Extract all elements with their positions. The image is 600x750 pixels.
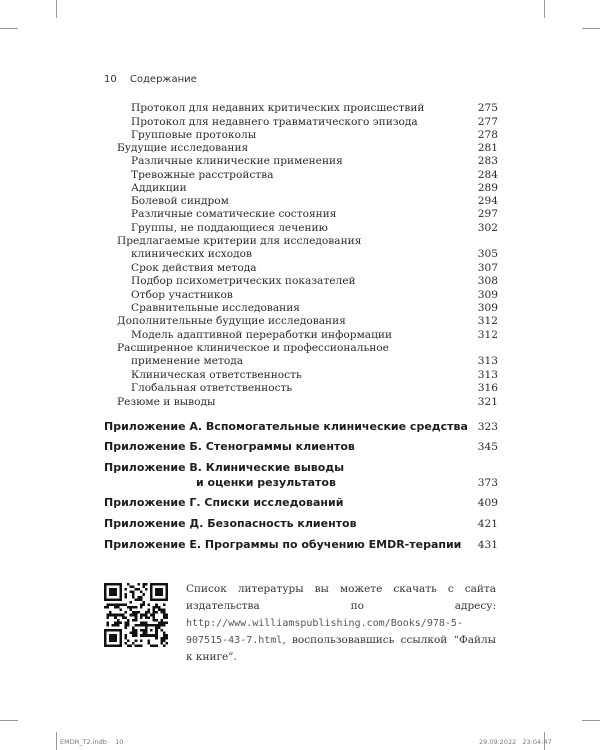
toc-page-number: 281	[477, 142, 498, 154]
appendix-title: Приложение Д. Безопасность клиентов	[104, 517, 357, 530]
header-page-number: 10	[104, 74, 117, 85]
appendix-page-number: 323	[477, 421, 498, 433]
toc-entry: Сравнительные исследования	[131, 302, 300, 314]
footer-timestamp: 29.09.2022 23:04:47	[479, 738, 552, 746]
toc-entry: Модель адаптивной переработки информации	[131, 329, 393, 341]
toc-entry: клинических исходов	[131, 248, 252, 260]
toc-page-number: 294	[477, 195, 498, 207]
appendix-title: Приложение Г. Списки исследований	[104, 496, 344, 509]
toc-page-number: 321	[477, 396, 498, 408]
toc-entry: Различные соматические состояния	[131, 208, 337, 220]
appendix-page-number: 373	[477, 477, 498, 489]
appendix-title: Приложение В. Клинические выводы	[104, 461, 345, 474]
toc-entry: Предлагаемые критерии для исследования	[117, 235, 362, 247]
toc-page-number: 284	[477, 169, 498, 181]
toc-page-number: 309	[477, 302, 498, 314]
note-text-1: Список литературы вы можете скачать с сайта издательства по адресу:	[186, 583, 496, 612]
toc-entry: Тревожные расстройства	[131, 169, 274, 181]
toc-entry: Болевой синдром	[131, 195, 229, 207]
download-note	[186, 581, 496, 666]
toc-entry: Глобальная ответственность	[131, 382, 293, 394]
qr-code	[104, 583, 168, 647]
toc-page-number: 307	[477, 262, 498, 274]
appendix-title-cont: и оценки результатов	[196, 476, 336, 489]
toc-entry: Будущие исследования	[117, 142, 249, 154]
toc-entry: Групповые протоколы	[131, 129, 257, 141]
appendix-title: Приложение Е. Программы по обучению EMDR-терапии	[104, 538, 462, 551]
appendix-title: Приложение А. Вспомогательные клинические средства	[104, 420, 468, 433]
appendix-page-number: 431	[477, 539, 498, 551]
appendix-page-number: 345	[477, 441, 498, 453]
toc-page-number: 312	[477, 329, 498, 341]
toc-entry: Клиническая ответственность	[131, 369, 302, 381]
toc-entry: Дополнительные будущие исследования	[117, 315, 346, 327]
toc-entry: применение метода	[131, 355, 244, 367]
toc-page-number: 277	[477, 116, 498, 128]
appendix-title: Приложение Б. Стенограммы клиентов	[104, 440, 355, 453]
toc-entry: Различные клинические применения	[131, 155, 343, 167]
toc-entry: Срок действия метода	[131, 262, 257, 274]
toc-page-number: 305	[477, 248, 498, 260]
appendix-page-number: 421	[477, 518, 498, 530]
toc-page-number: 316	[477, 382, 498, 394]
toc-page-number: 312	[477, 315, 498, 327]
toc-page-number: 302	[477, 222, 498, 234]
toc-page-number: 313	[477, 355, 498, 367]
toc-page-number: 275	[477, 102, 498, 114]
toc-entry: Расширенное клиническое и профессиональное	[117, 342, 389, 354]
appendix-page-number: 409	[477, 497, 498, 509]
header-title: Содержание	[129, 74, 197, 85]
toc-entry: Подбор психометрических показателей	[131, 275, 356, 287]
toc-page-number: 297	[477, 208, 498, 220]
toc-page-number: 289	[477, 182, 498, 194]
toc-entry: Протокол для недавнего травматического эпизода	[131, 116, 418, 128]
toc-page-number: 309	[477, 289, 498, 301]
toc-page-number: 308	[477, 275, 498, 287]
toc-entry: Резюме и выводы	[117, 396, 216, 408]
toc-entry: Аддикции	[131, 182, 187, 194]
toc-entry: Отбор участников	[131, 289, 233, 301]
note-text-2: , воспользовавшись ссылкой “Файлы к книге”.	[186, 634, 496, 663]
toc-page-number: 278	[477, 129, 498, 141]
toc-page-number: 313	[477, 369, 498, 381]
toc-page-number: 283	[477, 155, 498, 167]
footer-file: EMDR_T2.indb 10	[60, 738, 124, 746]
toc-entry: Группы, не поддающиеся лечению	[131, 222, 328, 234]
toc-entry: Протокол для недавних критических происшествий	[131, 102, 425, 114]
download-link[interactable]: http://www.williamspublishing.com/Books/978-5-907515-43-7.html	[186, 618, 463, 646]
